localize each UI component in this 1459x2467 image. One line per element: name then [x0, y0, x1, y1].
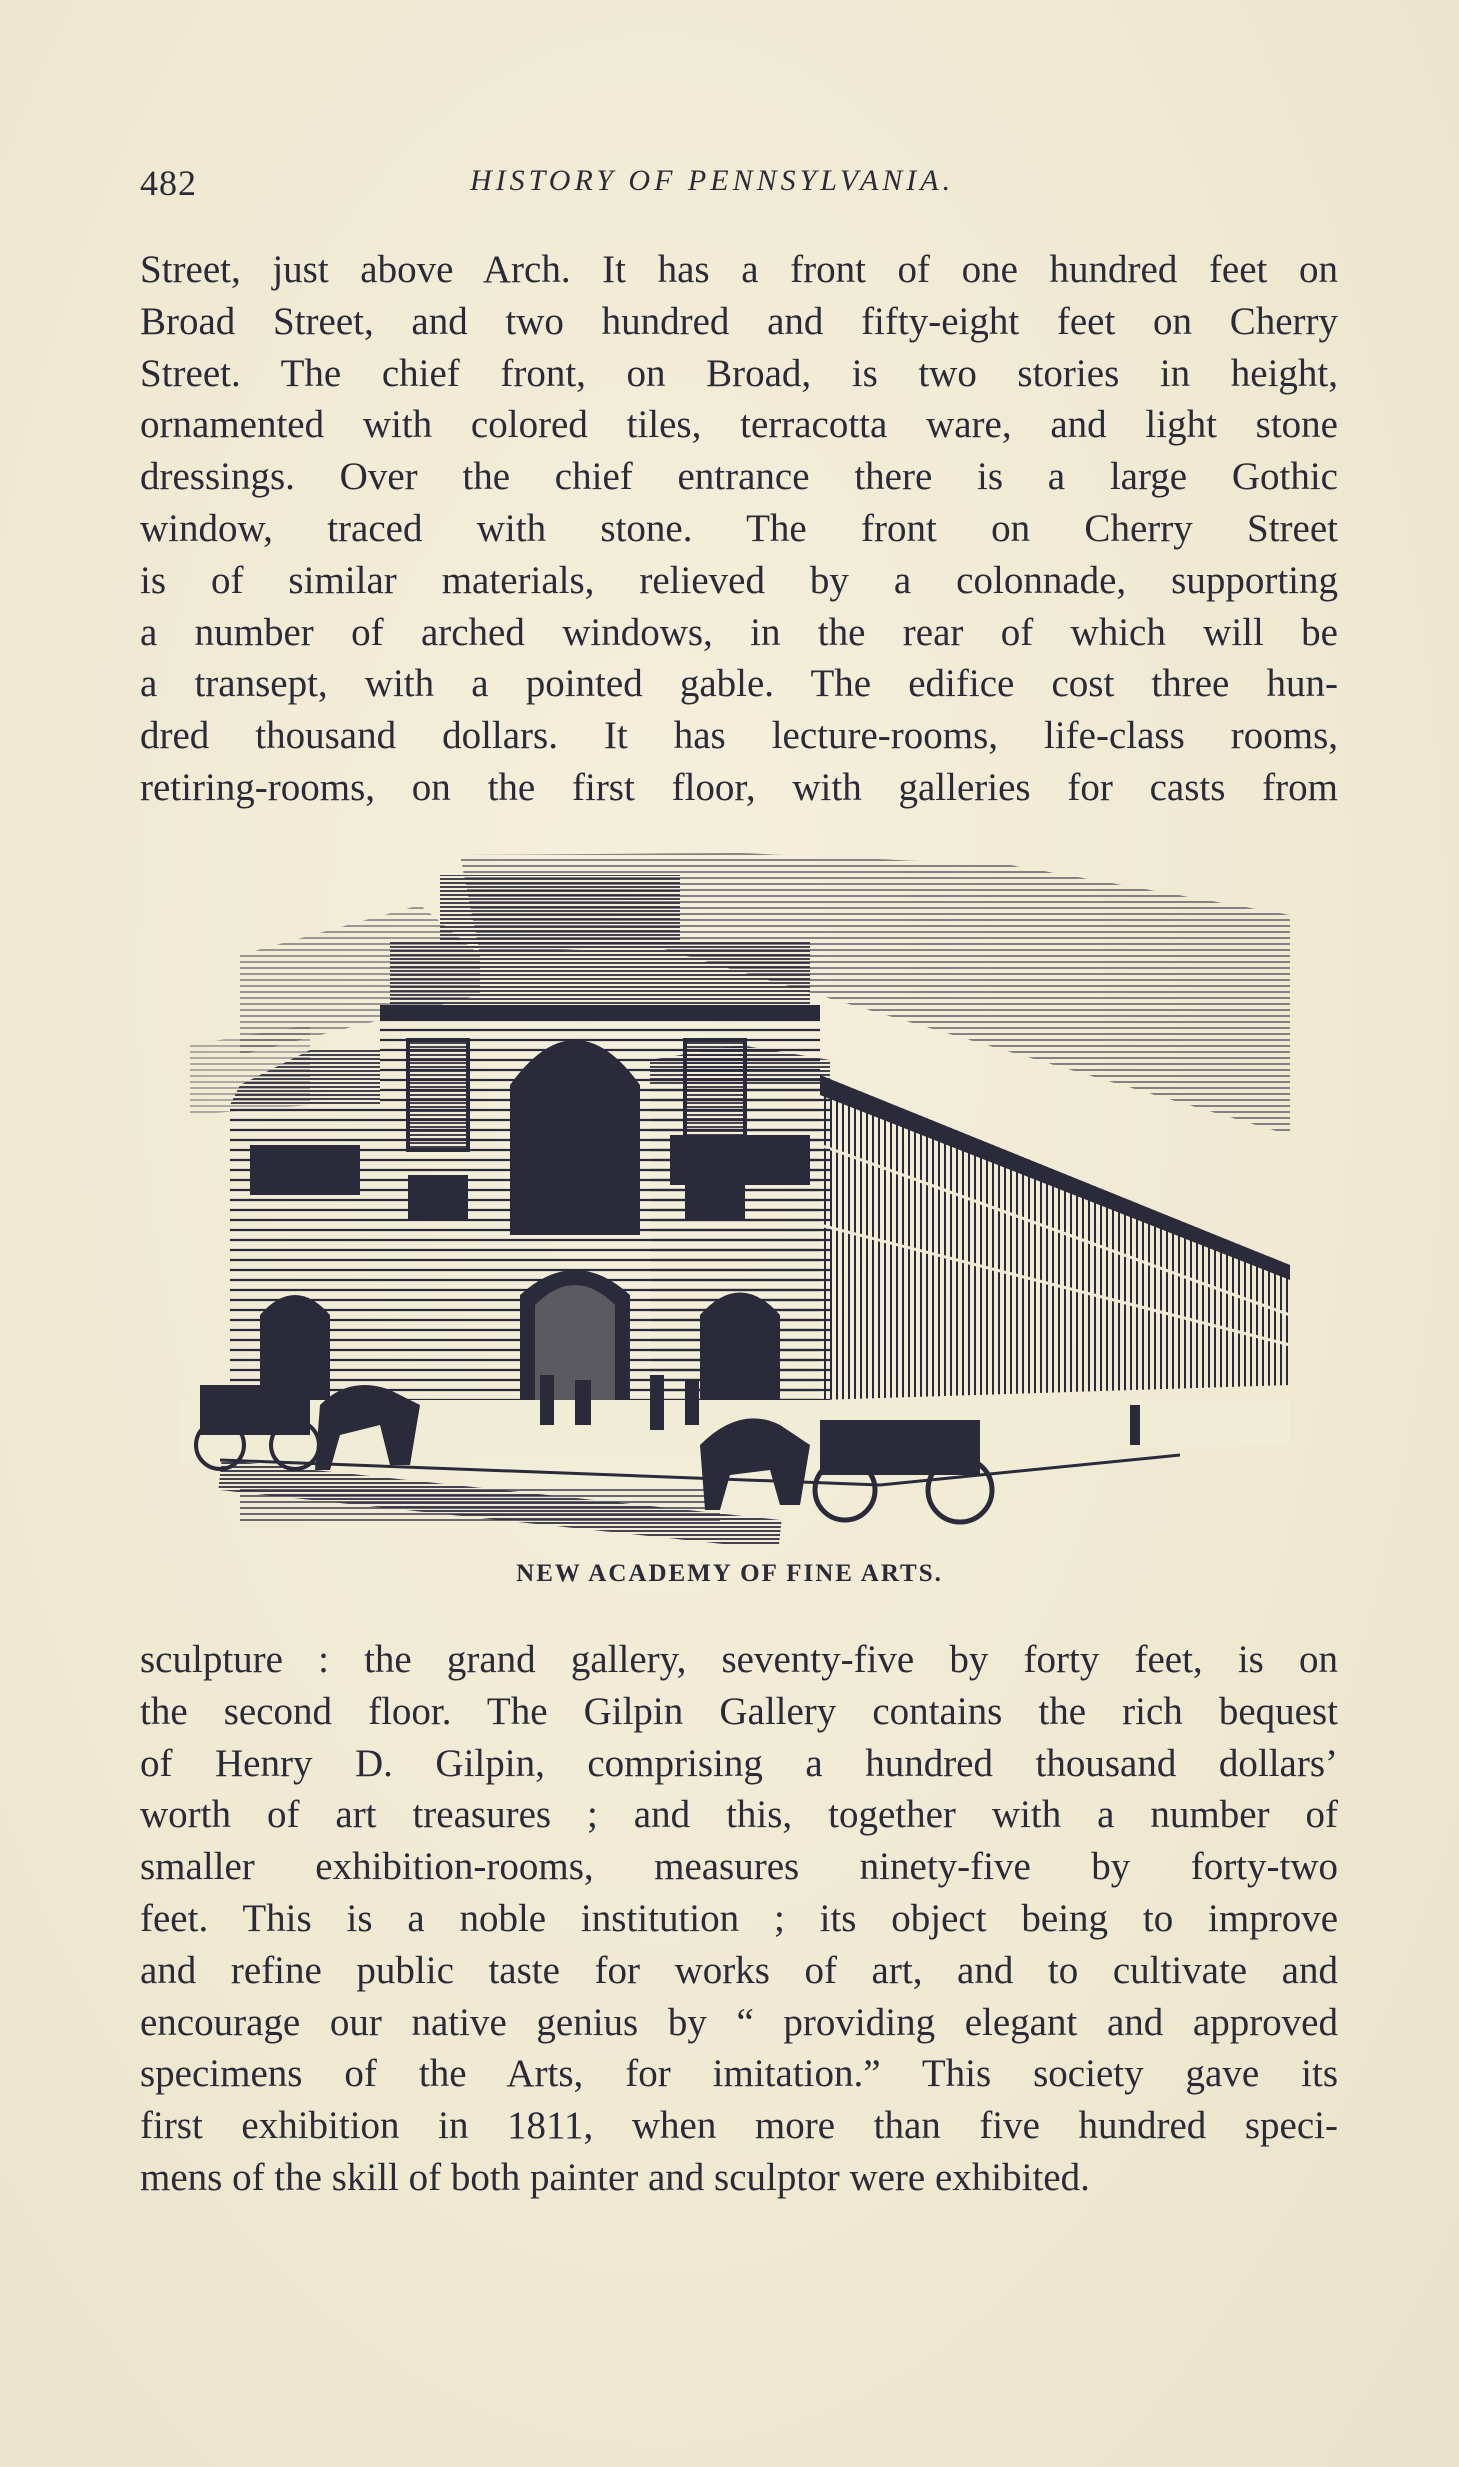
text-line: Street, just above Arch. It has a front of one hundred feet on: [140, 248, 1338, 291]
text-line: is of similar materials, relieved by a colonnade, supporting: [140, 558, 1338, 602]
text-line: a number of arched windows, in the rear of which will be: [140, 610, 1338, 654]
text-line: specimens of the Arts, for imitation.” This society gave its: [140, 2052, 1338, 2096]
text-line: encourage our native genius by “ providing elegant and approved: [140, 2000, 1338, 2044]
text-line: Broad Street, and two hundred and fifty-eight feet on Cherry: [140, 299, 1338, 343]
top-paragraph: [140, 244, 1338, 814]
text-line: the second floor. The Gilpin Gallery contains the rich bequest: [140, 1689, 1338, 1733]
text-line: retiring-rooms, on the first floor, with galleries for casts from: [140, 765, 1338, 809]
carriage-right: [700, 1418, 992, 1522]
text-line: dred thousand dollars. It has lecture-rooms, life-class rooms,: [140, 714, 1338, 758]
text-line: feet. This is a noble institution ; its object being to improve: [140, 1896, 1338, 1940]
bottom-paragraph: [140, 1634, 1338, 2204]
right-pavilion: [650, 1045, 830, 1400]
text-line: smaller exhibition-rooms, measures ninety-five by forty-two: [140, 1845, 1338, 1889]
text-line: dressings. Over the chief entrance there is a large Gothic: [140, 455, 1338, 499]
page-header: [140, 162, 1340, 208]
figure-caption: NEW ACADEMY OF FINE ARTS.: [516, 1560, 943, 1587]
right-wing: [820, 1075, 1290, 1400]
left-wing: [230, 1050, 380, 1400]
text-line: first exhibition in 1811, when more than five hundred speci-: [140, 2104, 1338, 2148]
text-line: mens of the skill of both painter and sculptor were exhibited.: [140, 2155, 1090, 2199]
page-number: 482: [140, 163, 197, 203]
text-line: window, traced with stone. The front on Cherry Street: [140, 506, 1338, 550]
text-line: ornamented with colored tiles, terracotta ware, and light stone: [140, 403, 1338, 447]
text-line: a transept, with a pointed gable. The edifice cost three hun-: [140, 662, 1338, 706]
running-title: HISTORY OF PENNSYLVANIA.: [470, 164, 955, 197]
text-line: worth of art treasures ; and this, together with a number of: [140, 1793, 1338, 1837]
text-line: and refine public taste for works of art, and to cultivate and: [140, 1948, 1338, 1992]
building-engraving: [180, 845, 1300, 1545]
text-line: of Henry D. Gilpin, comprising a hundred thousand dollars’: [140, 1741, 1338, 1785]
text-line: Street. The chief front, on Broad, is two stories in height,: [140, 351, 1338, 395]
text-line: sculpture : the grand gallery, seventy-five by forty feet, is on: [140, 1638, 1338, 1681]
